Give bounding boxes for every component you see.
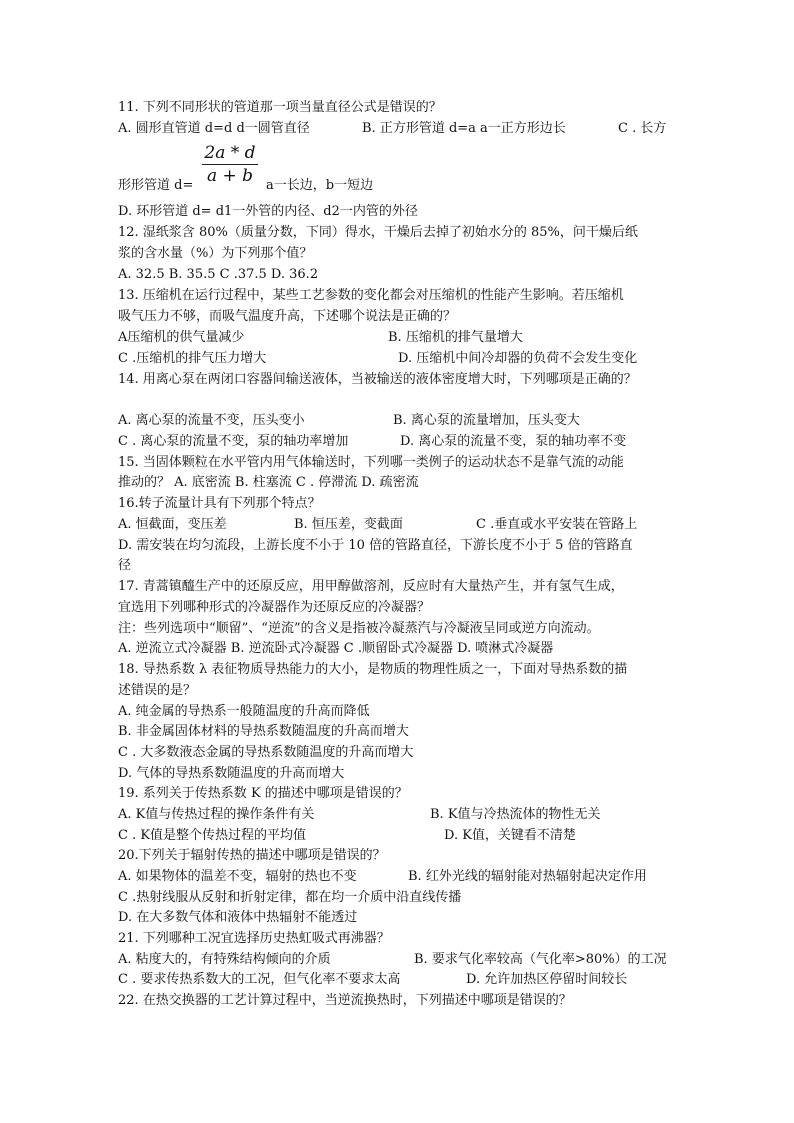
q11-option-c-cont: 形形管道 d=	[118, 178, 194, 193]
question-18-stem-2: 述错误的是？	[118, 683, 197, 698]
question-21-stem: 21. 下列哪种工况宜选择历史热虹吸式再沸器？	[118, 931, 390, 946]
question-20-stem: 20.下列关于辐射传热的描述中哪项是错误的？	[118, 848, 386, 863]
q20-option-d: D. 在大多数气体和液体中热辐射不能透过	[118, 910, 358, 925]
fraction-denominator: a + b	[206, 166, 254, 186]
question-17-stem-1: 17. 青蒿镇醯生产中的还原反应，用甲醇做溶剂，反应时有大量热产生，并有氢气生成，	[118, 579, 624, 594]
q13-option-c: C .压缩机的排气压力增大	[118, 351, 267, 366]
fraction-numerator: 2a * d	[204, 143, 256, 163]
q11-option-c-legend: a一长边，b一短边	[266, 178, 374, 193]
q18-option-b: B. 非金属固体材料的导热系数随温度的升高而增大	[118, 724, 409, 739]
q20-option-c: C .热射线服从反射和折射定律，都在均一介质中沿直线传播	[118, 890, 462, 905]
q21-option-c: C . 要求传热系数大的工况，但气化率不要求太高	[118, 972, 401, 987]
q11-option-c-start: C . 长方	[618, 121, 667, 136]
q18-option-a: A. 纯金属的导热系一般随温度的升高而降低	[118, 704, 370, 719]
question-15-stem-1: 15. 当固体颗粒在水平管内用气体输送时，下列哪一类例子的运动状态不是靠气流的动能	[118, 455, 624, 470]
q17-note: 注：些列选项中“顺留”、“逆流”的含义是指被冷凝蒸汽与冷凝液呈同或逆方向流动。	[118, 621, 600, 636]
question-15-stem-2: 推动的？ A. 底密流 B. 柱塞流 C . 停滞流 D. 疏密流	[118, 475, 419, 490]
q11-option-a: A. 圆形直管道 d=d d一圆管直径	[118, 121, 310, 136]
q14-option-b: B. 离心泵的流量增加，压头变大	[393, 413, 580, 428]
q18-option-d: D. 气体的导热系数随温度的升高而增大	[118, 766, 345, 781]
q14-option-c: C . 离心泵的流量不变，泵的轴功率增加	[118, 434, 349, 449]
question-16-stem: 16.转子流量计具有下列那个特点？	[118, 496, 321, 511]
equivalent-diameter-fraction	[200, 142, 260, 187]
q12-options: A. 32.5 B. 35.5 C .37.5 D. 36.2	[118, 267, 319, 282]
q16-option-d-2: 径	[118, 558, 132, 573]
q13-option-a: A压缩机的供气量减少	[118, 330, 245, 345]
question-22-stem: 22. 在热交换器的工艺计算过程中，当逆流换热时，下列描述中哪项是错误的？	[118, 993, 572, 1008]
q16-option-d-1: D. 需安装在均匀流段，上游长度不小于 10 倍的管路直径，下游长度不小于 5 倍的管路直	[118, 538, 633, 553]
q16-option-b: B. 恒压差，变截面	[294, 517, 403, 532]
q17-options: A. 逆流立式冷凝器 B. 逆流卧式冷凝器 C .顺留卧式冷凝器 D. 喷淋式冷凝器	[118, 641, 554, 656]
question-12-stem-1: 12. 湿纸浆含 80%（质量分数，下同）得水，干燥后去掉了初始水分的 85%，问干燥后纸	[118, 225, 638, 240]
q19-option-d: D. K值，关键看不清楚	[444, 828, 576, 843]
q16-option-a: A. 恒截面，变压差	[118, 517, 227, 532]
q14-option-d: D. 离心泵的流量不变，泵的轴功率不变	[400, 434, 627, 449]
question-18-stem-1: 18. 导热系数 λ 表征物质导热能力的大小，是物质的物理性质之一，下面对导热系数的描	[118, 662, 628, 677]
q11-option-b: B. 正方形管道 d=a a一正方形边长	[362, 121, 566, 136]
question-13-stem-2: 吸气压力不够，而吸气温度升高，下述哪个说法是正确的？	[118, 309, 457, 324]
q14-option-a: A. 离心泵的流量不变，压头变小	[118, 413, 305, 428]
q13-option-d: D. 压缩机中间冷却器的负荷不会发生变化	[398, 351, 638, 366]
q21-option-b: B. 要求气化率较高（气化率>80%）的工况	[414, 952, 667, 967]
question-14-stem: 14. 用离心泵在两闭口容器间输送液体，当被输送的液体密度增大时，下列哪项是正确的？	[118, 372, 637, 387]
q21-option-a: A. 粘度大的，有特殊结构倾向的介质	[118, 952, 331, 967]
q19-option-a: A. K值与传热过程的操作条件有关	[118, 807, 315, 822]
q19-option-b: B. K值与冷热流体的物性无关	[430, 807, 601, 822]
q20-option-a: A. 如果物体的温差不变，辐射的热也不变	[118, 869, 357, 884]
q21-option-d: D. 允许加热区停留时间较长	[466, 972, 628, 987]
q19-option-c: C . K值是整个传热过程的平均值	[118, 828, 307, 843]
q13-option-b: B. 压缩机的排气量增大	[388, 330, 523, 345]
question-12-stem-2: 浆的含水量（%）为下列那个值？	[118, 246, 313, 261]
question-19-stem: 19. 系列关于传热系数 K 的描述中哪项是错误的？	[118, 786, 408, 801]
question-13-stem-1: 13. 压缩机在运行过程中，某些工艺参数的变化都会对压缩机的性能产生影响。若压缩机	[118, 288, 624, 303]
q11-option-d: D. 环形管道 d= d1一外管的内径、d2一内管的外径	[118, 204, 418, 219]
question-11-stem: 11. 下列不同形状的管道那一项当量直径公式是错误的？	[118, 100, 442, 115]
question-17-stem-2: 宜选用下列哪种形式的冷凝器作为还原反应的冷凝器？	[118, 600, 431, 615]
q18-option-c: C . 大多数液态金属的导热系数随温度的升高而增大	[118, 745, 414, 760]
q20-option-b: B. 红外光线的辐射能对热辐射起决定作用	[408, 869, 647, 884]
q16-option-c: C .垂直或水平安装在管路上	[476, 517, 638, 532]
